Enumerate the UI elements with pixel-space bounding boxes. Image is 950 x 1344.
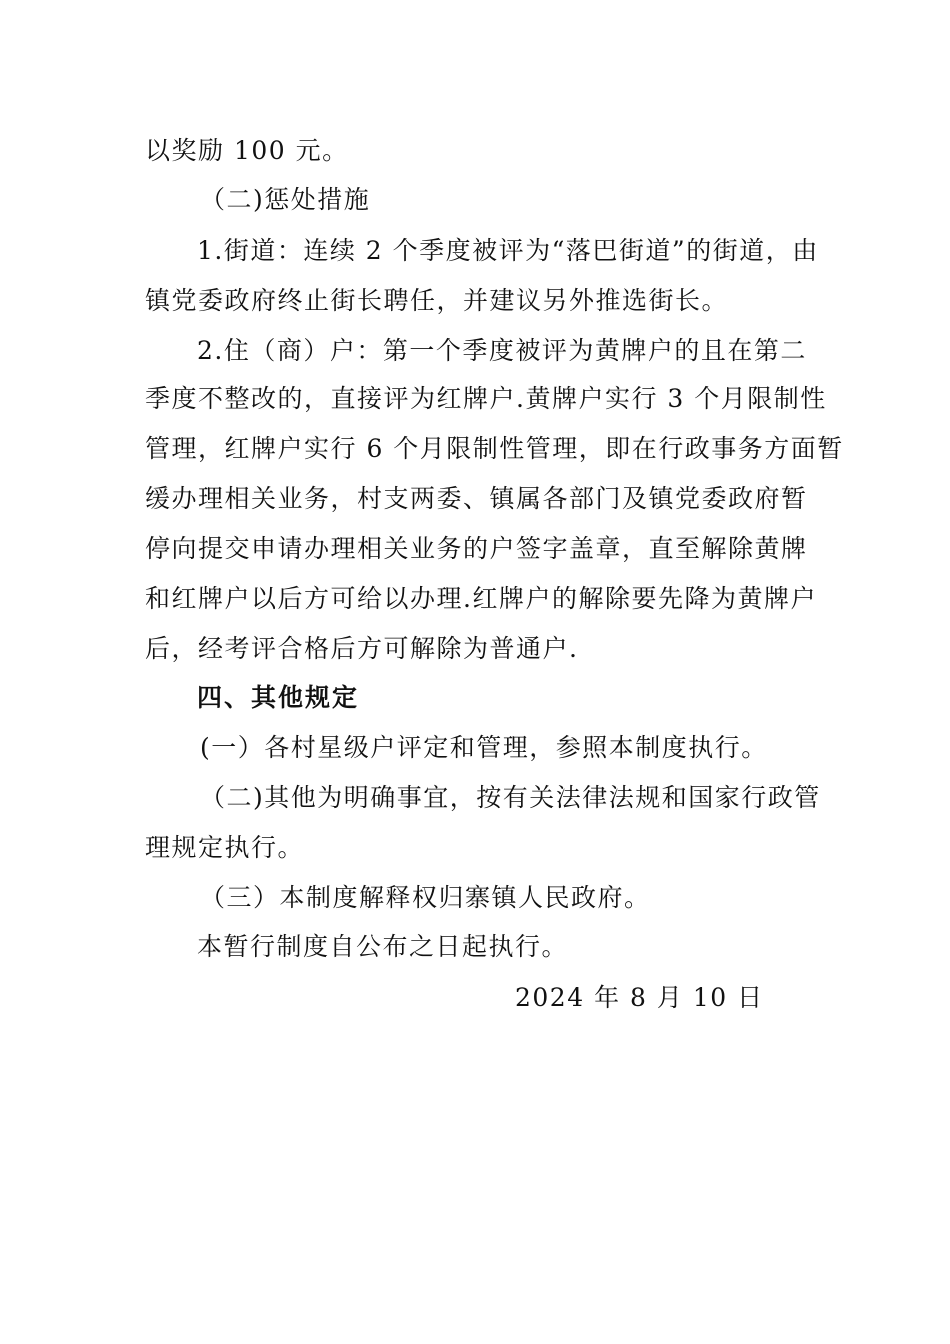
- text-line-effective: 本暂行制度自公布之日起执行。: [197, 932, 569, 961]
- text-line-reward: 以奖励 100 元。: [145, 136, 349, 165]
- text-line-household-5: 停向提交申请办理相关业务的户签字盖章，直至解除黄牌: [145, 534, 808, 563]
- text-line-other-2a: （二)其他为明确事宜，按有关法律法规和国家行政管: [200, 783, 821, 812]
- text-line-street-2: 镇党委政府终止街长聘任，并建议另外推选街长。: [145, 286, 729, 315]
- text-line-household-6: 和红牌户以后方可给以办理.红牌户的解除要先降为黄牌户: [145, 584, 817, 613]
- text-line-other-2b: 理规定执行。: [145, 833, 305, 862]
- text-line-household-4: 缓办理相关业务，村支两委、镇属各部门及镇党委政府暂: [145, 484, 808, 513]
- text-line-other-1: (一）各村星级户评定和管理，参照本制度执行。: [200, 733, 768, 762]
- text-line-street-1: 1.街道：连续 2 个季度被评为“落巴街道”的街道，由: [197, 236, 819, 265]
- text-line-household-1: 2.住（商）户：第一个季度被评为黄牌户的且在第二: [197, 336, 807, 365]
- text-line-other-3: （三）本制度解释权归寨镇人民政府。: [200, 883, 651, 912]
- text-line-household-7: 后，经考评合格后方可解除为普通户.: [145, 634, 579, 663]
- document-date: 2024 年 8 月 10 日: [515, 983, 764, 1012]
- subheading-penalty-measures: （二)惩处措施: [200, 185, 371, 214]
- section-heading-other-provisions: 四、其他规定: [197, 683, 360, 712]
- text-line-household-3: 管理，红牌户实行 6 个月限制性管理，即在行政事务方面暂: [145, 434, 844, 463]
- text-line-household-2: 季度不整改的，直接评为红牌户.黄牌户实行 3 个月限制性: [145, 384, 827, 413]
